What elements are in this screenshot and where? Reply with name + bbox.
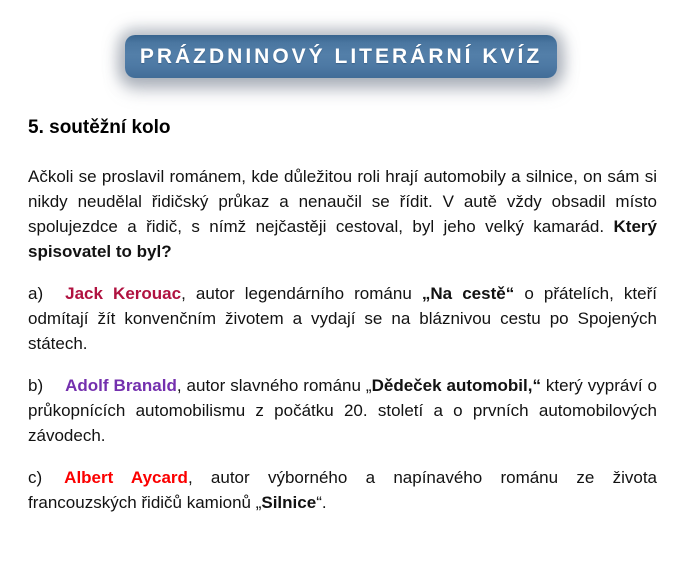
intro-paragraph <box>28 164 657 264</box>
option-c-label: c) <box>28 468 43 487</box>
option-b-label: b) <box>28 376 44 395</box>
option-c-runs <box>28 468 657 512</box>
option-b <box>28 373 657 448</box>
option-a-label: a) <box>28 284 44 303</box>
quiz-title-banner <box>125 35 557 78</box>
option-text: , autor slavného románu „ <box>176 376 372 395</box>
option-text: “. <box>316 493 327 512</box>
option-text: který vypráví o průkopnících automobilismu z počátku 20. století a o prvních automobilových závodech. <box>28 376 657 445</box>
author-name-aycard: Albert Aycard <box>64 468 188 487</box>
option-text: , autor legendárního románu <box>181 284 422 303</box>
quiz-content <box>0 117 682 515</box>
option-a-runs <box>28 284 657 353</box>
round-heading: 5. soutěžní kolo <box>28 117 171 138</box>
author-name-branald: Adolf Branald <box>65 376 177 395</box>
option-b-runs <box>28 376 657 445</box>
option-text: , autor výborného a napínavého románu ze života francouzských řidičů kamionů „ <box>28 468 657 512</box>
intro-text: Ačkoli se proslavil románem, kde důležitou roli hrají automobily a silnice, on sám si nikdy neudělal řidičský průkaz a nenaučil se řídit. V autě vždy obsadil místo spolujezdce a řidič, s nímž nejčastěji cestoval, byl jeho velký kamarád. <box>28 167 657 236</box>
quiz-document-page <box>0 35 682 565</box>
book-title-dedecek-automobil: Dědeček automobil,“ <box>371 376 541 395</box>
book-title-na-ceste: „Na cestě“ <box>421 284 515 303</box>
author-name-kerouac: Jack Kerouac <box>65 284 182 303</box>
question-text: Který spisovatel to byl? <box>28 217 657 261</box>
intro-runs <box>28 167 657 261</box>
option-c <box>28 465 657 515</box>
option-a <box>28 281 657 356</box>
book-title-silnice: Silnice <box>261 493 317 512</box>
option-text: o přátelích, kteří odmítají žít konvenčním životem a vydají se na bláznivou cestu po Spojených státech. <box>28 284 657 353</box>
quiz-title: PRÁZDNINOVÝ LITERÁRNÍ KVÍZ <box>139 44 543 68</box>
